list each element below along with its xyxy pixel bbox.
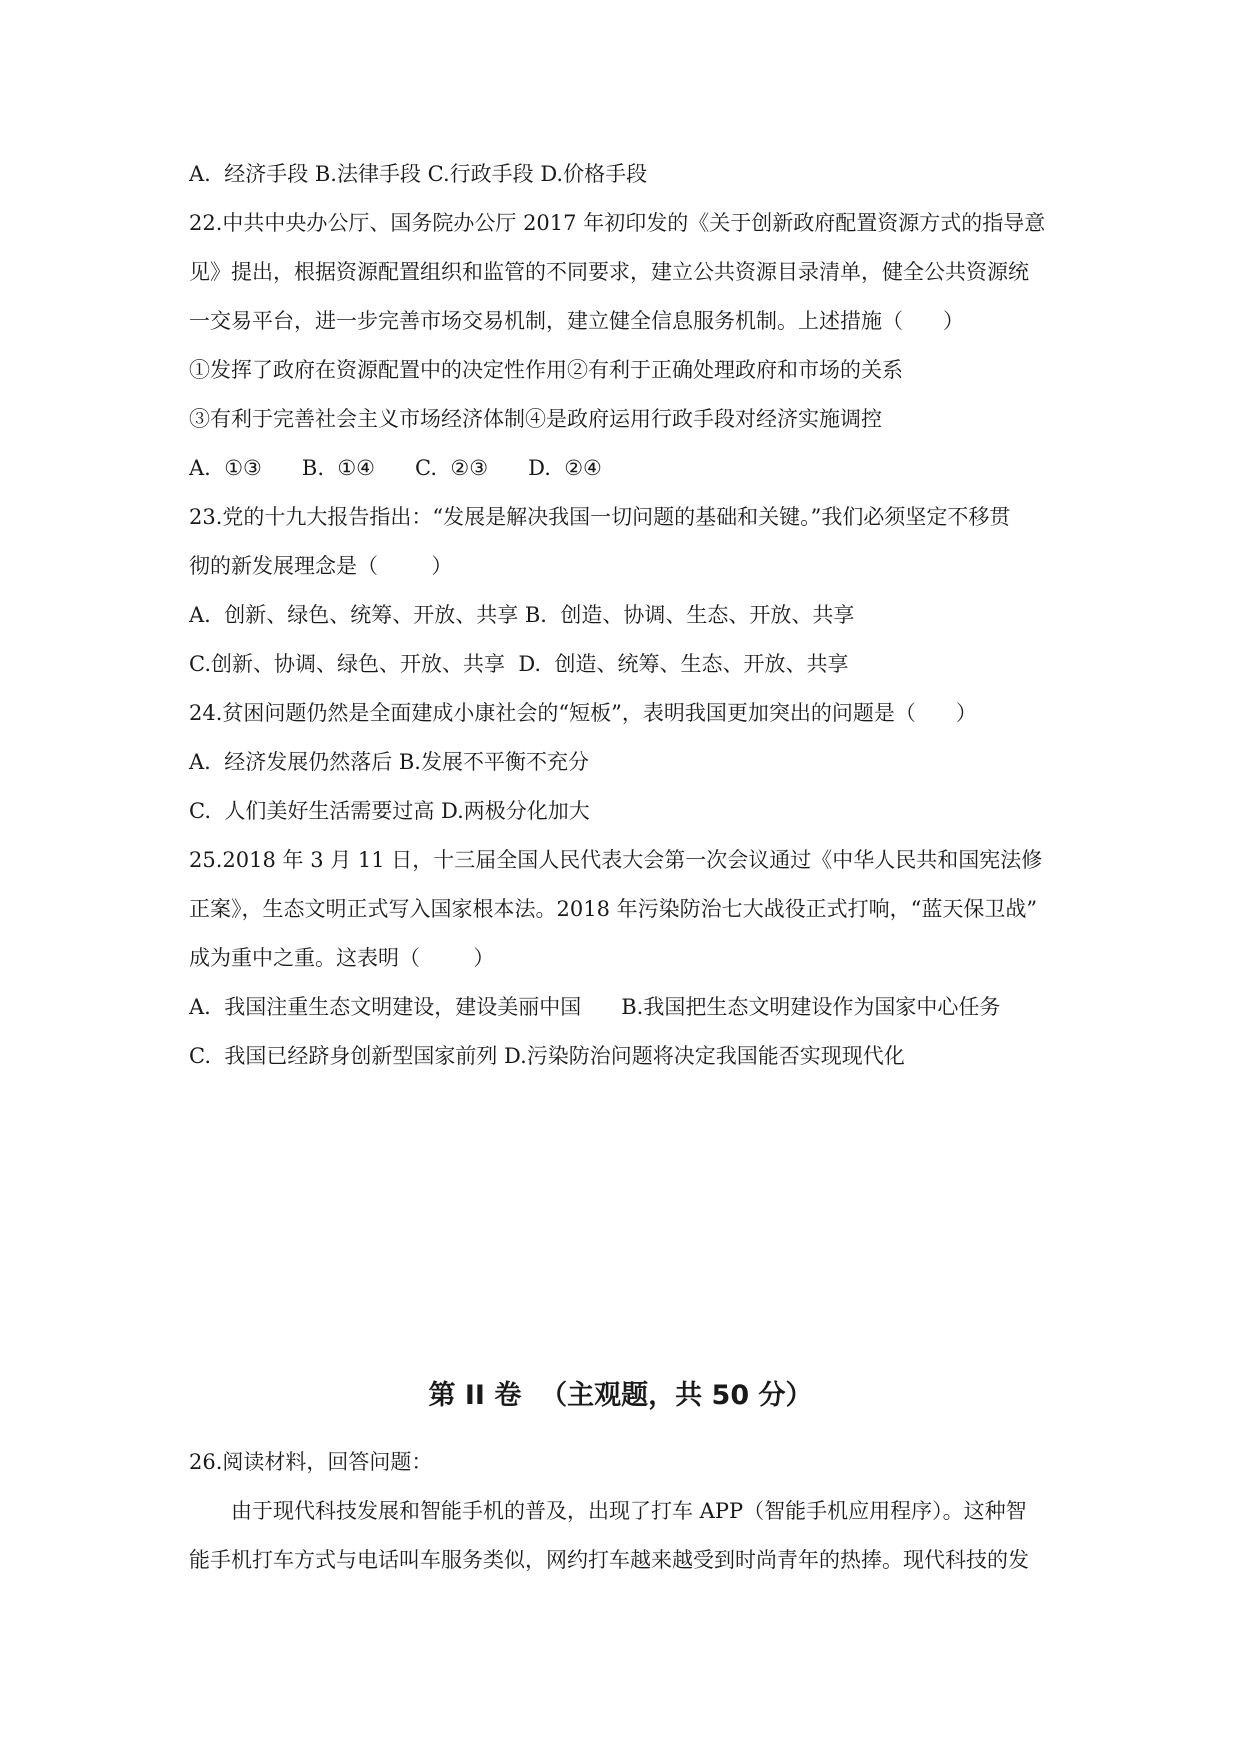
question-23-line-2: 彻的新发展理念是（ ） (189, 554, 453, 578)
question-26-title: 26.阅读材料，回答问题： (189, 1450, 433, 1474)
question-25-line-3: 成为重中之重。这表明（ ） (189, 946, 495, 970)
question-23-options-ab: A. 创新、绿色、统筹、开放、共享 B. 创造、协调、生态、开放、共享 (189, 603, 855, 627)
question-26-material-line-1: 由于现代科技发展和智能手机的普及，出现了打车 APP（智能手机应用程序）。这种智 (231, 1499, 1027, 1523)
question-25-line-1: 25.2018 年 3 月 11 日，十三届全国人民代表大会第一次会议通过《中华人民共和国宪法修 (189, 848, 1043, 872)
question-21-options: A. 经济手段 B.法律手段 C.行政手段 D.价格手段 (189, 162, 648, 186)
question-22-statement-1: ①发挥了政府在资源配置中的决定性作用②有利于正确处理政府和市场的关系 (189, 358, 903, 382)
question-25-line-2: 正案》，生态文明正式写入国家根本法。2018 年污染防治七大战役正式打响，“蓝天保卫战” (189, 897, 1038, 921)
question-22-line-1: 22.中共中央办公厅、国务院办公厅 2017 年初印发的《关于创新政府配置资源方式的指导意 (189, 211, 1046, 235)
question-24-line-1: 24.贫困问题仍然是全面建成小康社会的“短板”，表明我国更加突出的问题是（ ） (189, 701, 977, 725)
question-22-options: A. ①③ B. ①④ C. ②③ D. ②④ (189, 456, 602, 480)
question-22-statement-2: ③有利于完善社会主义市场经济体制④是政府运用行政手段对经济实施调控 (189, 407, 882, 431)
question-22-line-2: 见》提出，根据资源配置组织和监管的不同要求，建立公共资源目录清单，健全公共资源统 (189, 260, 1029, 284)
question-23-options-cd: C.创新、协调、绿色、开放、共享 D. 创造、统筹、生态、开放、共享 (189, 652, 849, 676)
question-26-material-line-2: 能手机打车方式与电话叫车服务类似，网约打车越来越受到时尚青年的热捧。现代科技的发 (189, 1548, 1029, 1572)
section-title: 第 II 卷 （主观题，共 50 分） (428, 1380, 813, 1411)
question-24-options-ab: A. 经济发展仍然落后 B.发展不平衡不充分 (189, 750, 589, 774)
question-22-line-3: 一交易平台，进一步完善市场交易机制，建立健全信息服务机制。上述措施（ ） (189, 309, 965, 333)
question-25-options-ab: A. 我国注重生态文明建设，建设美丽中国 B.我国把生态文明建设作为国家中心任务 (189, 995, 1001, 1019)
question-23-line-1: 23.党的十九大报告指出：“发展是解决我国一切问题的基础和关键。”我们必须坚定不移贯 (189, 505, 1011, 529)
question-24-options-cd: C. 人们美好生活需要过高 D.两极分化加大 (189, 799, 590, 823)
question-25-options-cd: C. 我国已经跻身创新型国家前列 D.污染防治问题将决定我国能否实现现代化 (189, 1044, 905, 1068)
